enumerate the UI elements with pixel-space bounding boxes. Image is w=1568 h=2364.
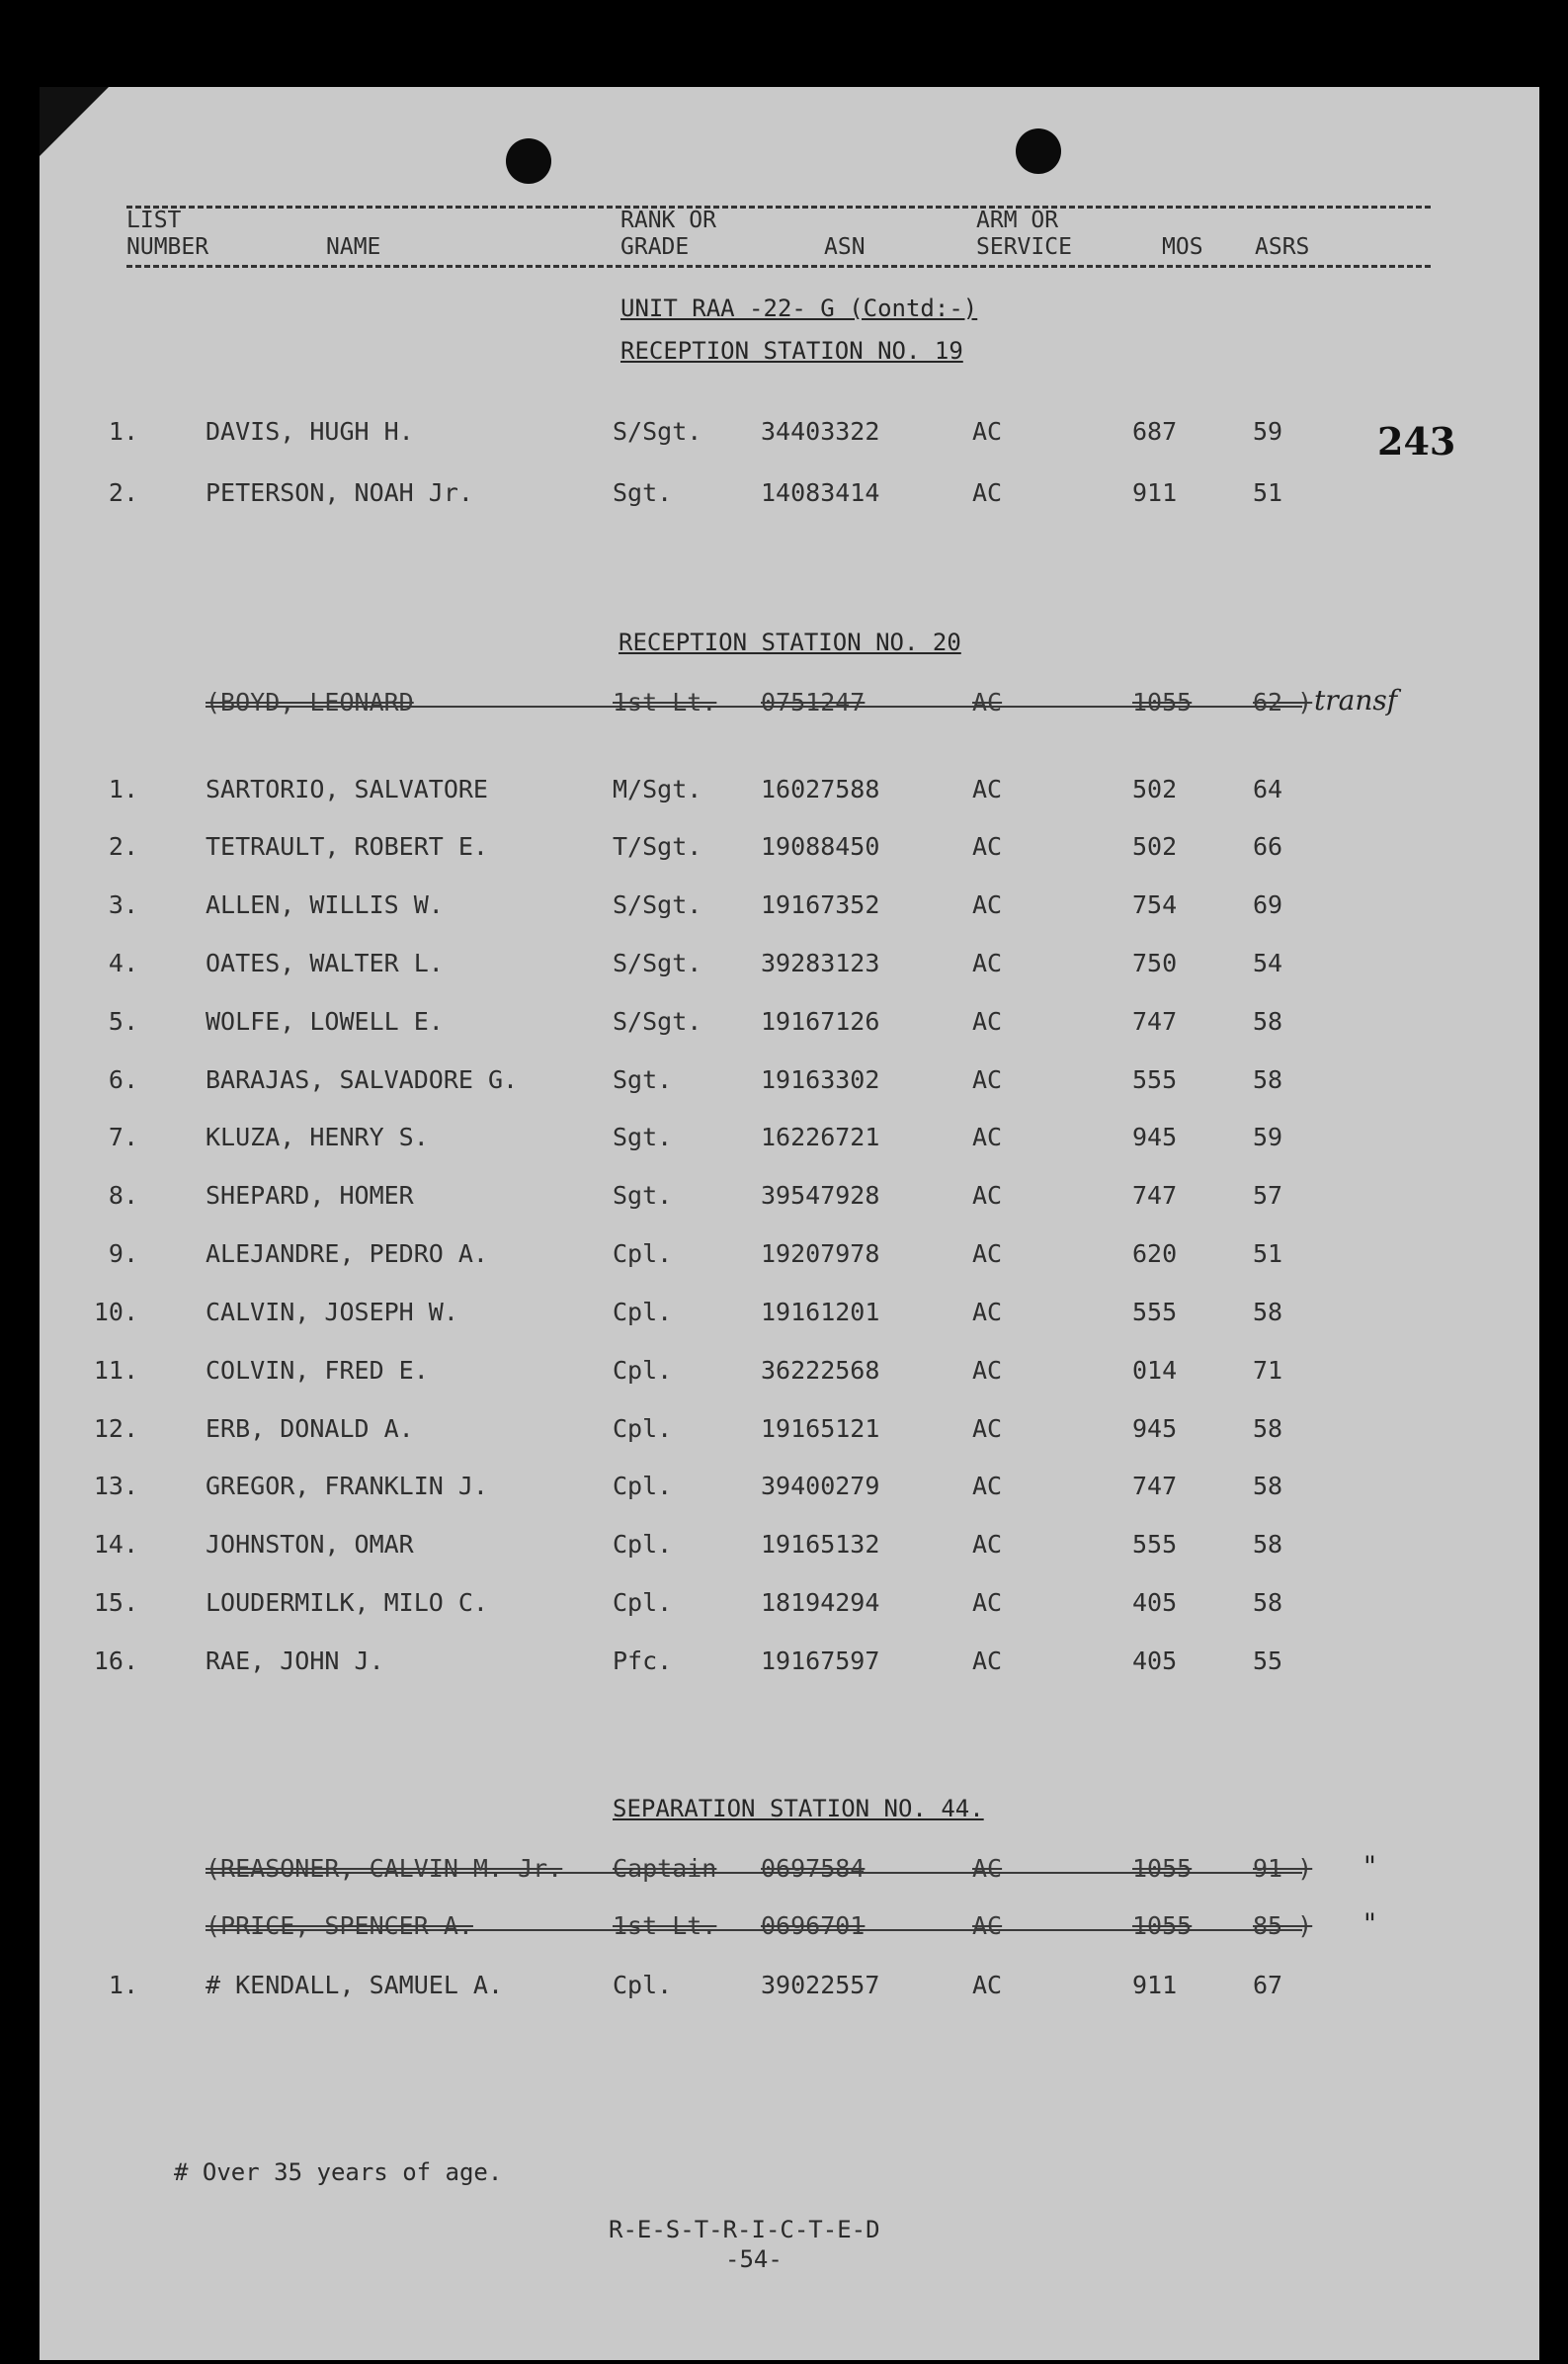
struck_rows-arm: AC [972,688,1003,717]
strike-line [206,706,1302,708]
punch-hole-left [506,138,551,184]
rows-arm: AC [972,1588,1003,1617]
rows-name: DAVIS, HUGH H. [206,417,414,446]
rows-asrs: 58 [1253,1065,1283,1094]
rows-rank: Sgt. [613,1123,673,1151]
handwritten-note: transf [1314,684,1398,717]
footnote: # Over 35 years of age. [174,2158,503,2186]
rows-arm: AC [972,417,1003,446]
section-title: SEPARATION STATION NO. 44. [613,1795,984,1822]
rows-arm: AC [972,478,1003,507]
rows-asn: 39400279 [761,1472,880,1500]
struck_rows-mos: 1055 [1132,688,1193,717]
strike-line [206,1872,1302,1874]
rows-rank: Cpl. [613,1472,673,1500]
struck_rows-asrs: 85 ) [1253,1911,1313,1940]
rows-mos: 747 [1132,1472,1178,1500]
rows-asrs: 58 [1253,1530,1283,1559]
struck_rows-mos: 1055 [1132,1854,1193,1883]
rows-arm: AC [972,1123,1003,1151]
rows-asn: 18194294 [761,1588,880,1617]
rows-asrs: 57 [1253,1181,1283,1210]
rows-rank: Cpl. [613,1414,673,1443]
strike-line [206,1929,1302,1931]
rows-name: COLVIN, FRED E. [206,1356,429,1385]
rows-asn: 19167352 [761,890,880,919]
rows-arm: AC [972,1356,1003,1385]
header-asrs: ASRS [1255,234,1310,260]
rows-no: 12. [93,1414,138,1443]
rows-rank: Cpl. [613,1971,673,1999]
struck_rows-arm: AC [972,1854,1003,1883]
header-list-number: LIST NUMBER [126,208,209,260]
rows-no: 10. [93,1298,138,1326]
rows-mos: 687 [1132,417,1178,446]
header-asn: ASN [824,234,866,260]
section-title: RECEPTION STATION NO. 20 [619,629,961,656]
struck_rows-asn: 0696701 [761,1911,866,1940]
rows-arm: AC [972,1239,1003,1268]
rows-mos: 555 [1132,1298,1178,1326]
rows-rank: Sgt. [613,478,673,507]
section-title: RECEPTION STATION NO. 19 [620,337,963,365]
rows-no: 9. [108,1239,138,1268]
rows-rank: Sgt. [613,1181,673,1210]
rows-asn: 19165132 [761,1530,880,1559]
rows-rank: Pfc. [613,1646,673,1675]
rows-asn: 34403322 [761,417,880,446]
rows-rank: Sgt. [613,1065,673,1094]
torn-corner [40,87,109,156]
rows-asn: 19207978 [761,1239,880,1268]
rows-no: 15. [93,1588,138,1617]
rows-asn: 19165121 [761,1414,880,1443]
rows-name: BARAJAS, SALVADORE G. [206,1065,519,1094]
rows-rank: Cpl. [613,1588,673,1617]
rows-asrs: 58 [1253,1588,1283,1617]
header-arm: ARM OR SERVICE [976,208,1072,260]
rows-name: LOUDERMILK, MILO C. [206,1588,488,1617]
rows-mos: 945 [1132,1123,1178,1151]
rows-no: 1. [108,1971,138,1999]
rows-no: 1. [108,775,138,803]
rows-name: ERB, DONALD A. [206,1414,414,1443]
rows-no: 5. [108,1007,138,1036]
rows-asn: 19163302 [761,1065,880,1094]
rows-asn: 39022557 [761,1971,880,1999]
struck_rows-mos: 1055 [1132,1911,1193,1940]
rows-no: 14. [93,1530,138,1559]
rows-asn: 16226721 [761,1123,880,1151]
header-mos: MOS [1162,234,1203,260]
struck_rows-asn: 0751247 [761,688,866,717]
rows-asn: 39547928 [761,1181,880,1210]
rows-asrs: 66 [1253,832,1283,861]
struck_rows-asn: 0697584 [761,1854,866,1883]
struck_rows-asrs: 91 ) [1253,1854,1313,1883]
rows-no: 13. [93,1472,138,1500]
rows-mos: 747 [1132,1181,1178,1210]
rows-asrs: 59 [1253,417,1283,446]
page-number: -54- [725,2245,783,2273]
page-stamp-number: 243 [1377,419,1456,464]
rows-rank: S/Sgt. [613,1007,702,1036]
rows-no: 11. [93,1356,138,1385]
rows-asn: 36222568 [761,1356,880,1385]
rows-mos: 502 [1132,832,1178,861]
rows-name: # KENDALL, SAMUEL A. [206,1971,504,1999]
rows-asrs: 55 [1253,1646,1283,1675]
rows-name: TETRAULT, ROBERT E. [206,832,488,861]
struck_rows-arm: AC [972,1911,1003,1940]
rows-mos: 405 [1132,1646,1178,1675]
struck_rows-name: (PRICE, SPENCER A. [206,1911,473,1940]
rows-name: CALVIN, JOSEPH W. [206,1298,458,1326]
rows-asrs: 59 [1253,1123,1283,1151]
classification-marking: R-E-S-T-R-I-C-T-E-D [609,2216,880,2243]
rows-asn: 19161201 [761,1298,880,1326]
rows-asn: 19167597 [761,1646,880,1675]
rows-mos: 750 [1132,949,1178,977]
rows-asrs: 64 [1253,775,1283,803]
rows-mos: 014 [1132,1356,1178,1385]
rows-name: KLUZA, HENRY S. [206,1123,429,1151]
rows-arm: AC [972,1646,1003,1675]
rows-no: 6. [108,1065,138,1094]
rows-arm: AC [972,1472,1003,1500]
rows-arm: AC [972,1414,1003,1443]
rows-arm: AC [972,1065,1003,1094]
punch-hole-right [1016,128,1061,174]
rows-rank: Cpl. [613,1298,673,1326]
rows-asrs: 58 [1253,1472,1283,1500]
rows-rank: S/Sgt. [613,417,702,446]
rows-asrs: 58 [1253,1298,1283,1326]
rows-name: SARTORIO, SALVATORE [206,775,488,803]
struck_rows-asrs: 62 ) [1253,688,1313,717]
header-name: NAME [326,234,381,260]
rows-name: GREGOR, FRANKLIN J. [206,1472,488,1500]
rows-name: SHEPARD, HOMER [206,1181,414,1210]
handwritten-note: " [1363,1907,1376,1940]
rows-arm: AC [972,832,1003,861]
rows-rank: T/Sgt. [613,832,702,861]
rows-rank: M/Sgt. [613,775,702,803]
handwritten-note: " [1363,1850,1376,1883]
struck_rows-rank: 1st Lt. [613,1911,717,1940]
rows-arm: AC [972,1971,1003,1999]
rows-name: JOHNSTON, OMAR [206,1530,414,1559]
rows-asn: 16027588 [761,775,880,803]
rows-mos: 747 [1132,1007,1178,1036]
rows-mos: 555 [1132,1530,1178,1559]
rows-mos: 911 [1132,478,1178,507]
rows-mos: 620 [1132,1239,1178,1268]
rows-rank: S/Sgt. [613,890,702,919]
rows-arm: AC [972,949,1003,977]
rows-arm: AC [972,1181,1003,1210]
struck_rows-rank: 1st Lt. [613,688,717,717]
rows-arm: AC [972,890,1003,919]
rows-name: OATES, WALTER L. [206,949,444,977]
header-rule-top [126,206,1431,209]
rows-asn: 14083414 [761,478,880,507]
rows-arm: AC [972,775,1003,803]
rows-name: PETERSON, NOAH Jr. [206,478,473,507]
rows-asrs: 67 [1253,1971,1283,1999]
rows-mos: 502 [1132,775,1178,803]
struck_rows-name: (BOYD, LEONARD [206,688,414,717]
rows-arm: AC [972,1007,1003,1036]
rows-asrs: 51 [1253,478,1283,507]
rows-asrs: 69 [1253,890,1283,919]
rows-name: ALEJANDRE, PEDRO A. [206,1239,488,1268]
rows-asn: 39283123 [761,949,880,977]
rows-rank: Cpl. [613,1356,673,1385]
rows-rank: Cpl. [613,1239,673,1268]
rows-arm: AC [972,1298,1003,1326]
rows-no: 1. [108,417,138,446]
header-rank: RANK OR GRADE [620,208,716,260]
rows-mos: 555 [1132,1065,1178,1094]
rows-mos: 911 [1132,1971,1178,1999]
struck_rows-rank: Captain [613,1854,717,1883]
rows-mos: 945 [1132,1414,1178,1443]
rows-name: ALLEN, WILLIS W. [206,890,444,919]
rows-no: 4. [108,949,138,977]
rows-asrs: 54 [1253,949,1283,977]
rows-asrs: 58 [1253,1414,1283,1443]
rows-no: 7. [108,1123,138,1151]
header-rule-bottom [126,265,1431,268]
rows-mos: 754 [1132,890,1178,919]
rows-name: RAE, JOHN J. [206,1646,384,1675]
rows-mos: 405 [1132,1588,1178,1617]
rows-asn: 19167126 [761,1007,880,1036]
rows-no: 2. [108,478,138,507]
rows-asrs: 58 [1253,1007,1283,1036]
rows-no: 2. [108,832,138,861]
rows-no: 3. [108,890,138,919]
rows-name: WOLFE, LOWELL E. [206,1007,444,1036]
rows-asrs: 71 [1253,1356,1283,1385]
struck_rows-name: (REASONER, CALVIN M. Jr. [206,1854,563,1883]
rows-rank: S/Sgt. [613,949,702,977]
rows-asn: 19088450 [761,832,880,861]
rows-asrs: 51 [1253,1239,1283,1268]
rows-no: 16. [93,1646,138,1675]
unit-title: UNIT RAA -22- G (Contd:-) [620,295,978,322]
rows-no: 8. [108,1181,138,1210]
rows-rank: Cpl. [613,1530,673,1559]
rows-arm: AC [972,1530,1003,1559]
